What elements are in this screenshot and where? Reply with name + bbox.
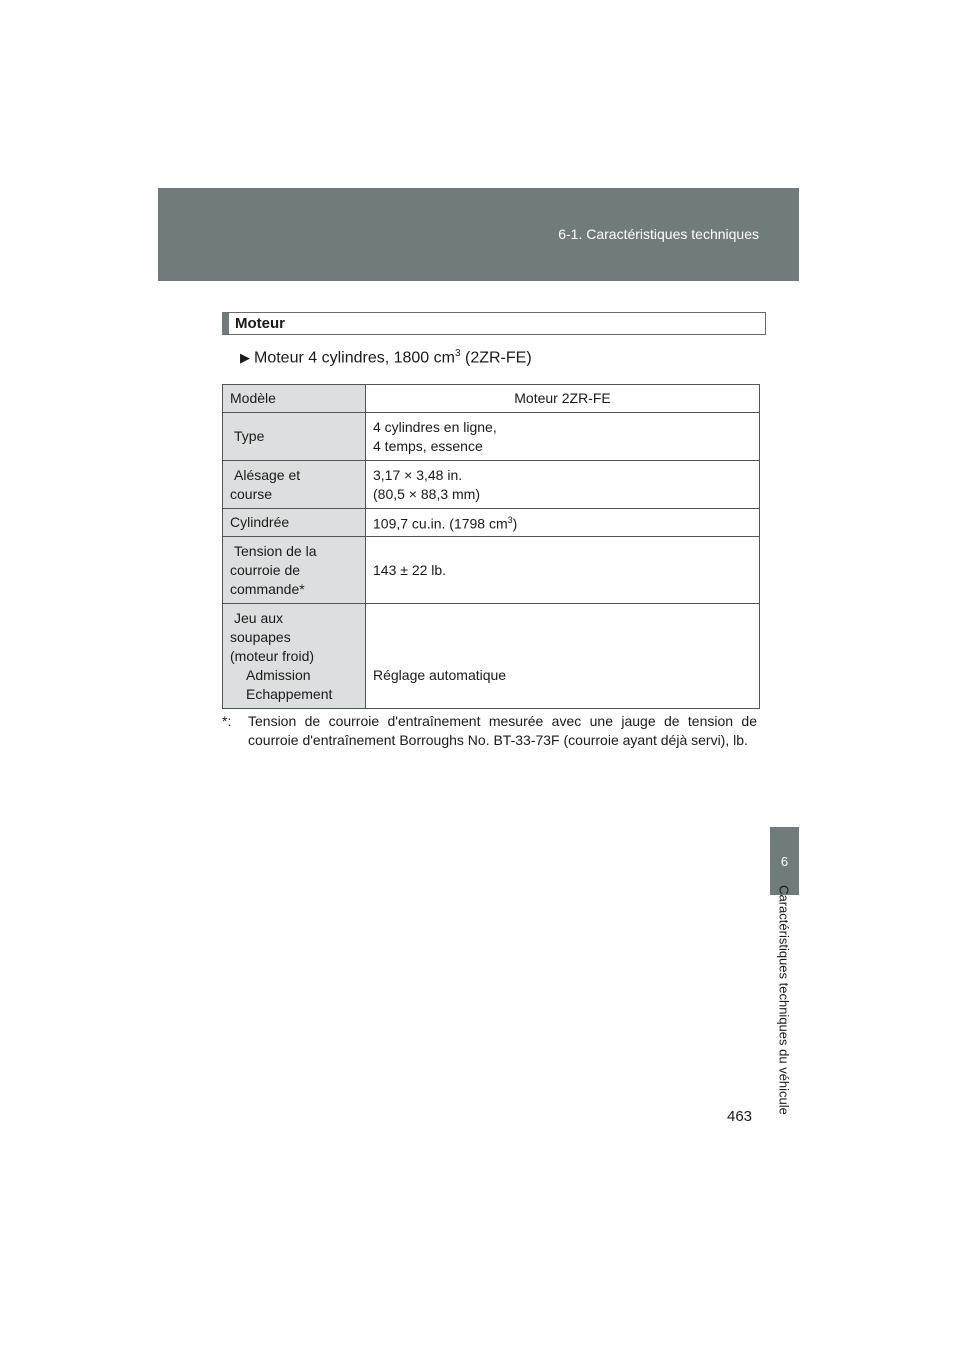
cell-belt-value: 143 ± 22 lb. <box>366 537 760 604</box>
table-row-belt-tension <box>223 537 760 604</box>
cell-displacement-value <box>366 509 760 537</box>
arrow-icon: ▶ <box>240 350 250 366</box>
cell-bore-value <box>366 461 760 509</box>
cell-bore-key <box>223 461 366 509</box>
bore-key-line-2: course <box>230 485 273 502</box>
type-value-line-2: 4 temps, essence <box>373 437 483 454</box>
belt-key-line-2: courroie de <box>230 561 301 578</box>
header-title: 6-1. Caractéristiques techniques <box>558 226 759 242</box>
cell-valve-value: Réglage automatique <box>366 604 760 709</box>
belt-key-line-3: commande* <box>230 580 305 597</box>
table-row-type <box>223 413 760 461</box>
bore-value-line-1: 3,17 × 3,48 in. <box>373 466 463 483</box>
chapter-side-label: Caractéristiques techniques du véhicule <box>776 885 792 1115</box>
valve-key-line-1: Jeu aux <box>234 609 284 626</box>
belt-key-line-1: Tension de la <box>234 542 317 559</box>
bore-value-line-2: (80,5 × 88,3 mm) <box>373 485 480 502</box>
cell-type-key <box>223 413 366 461</box>
footnote-text: Tension de courroie d'entraînement mesurée avec une jauge de tension de courroie d'entraînement Borroughs No. BT-33-73F (courroie ayant déjà servi), lb. <box>248 713 757 748</box>
subtitle-superscript: 3 <box>454 348 461 359</box>
header-band <box>158 188 799 281</box>
valve-key-line-4: Admission <box>246 666 311 683</box>
valve-key-line-3: (moteur froid) <box>230 647 315 664</box>
table-row-model <box>223 385 760 413</box>
displacement-text: 109,7 cu.in. (1798 cm <box>373 515 508 532</box>
chapter-number: 6 <box>780 853 789 869</box>
engine-spec-table <box>222 384 760 709</box>
valve-key-line-2: soupapes <box>230 628 291 645</box>
type-key-text: Type <box>234 428 265 444</box>
footnote-mark: *: <box>222 713 232 729</box>
section-heading-box <box>222 312 766 335</box>
table-row-valve-clearance <box>223 604 760 709</box>
footnote <box>222 712 757 750</box>
page-number: 463 <box>727 1108 753 1125</box>
valve-key-line-5: Echappement <box>246 685 333 702</box>
cell-valve-key <box>223 604 366 709</box>
engine-subtitle <box>240 348 532 367</box>
cell-model-value: Moteur 2ZR-FE <box>366 385 760 413</box>
table-row-bore <box>223 461 760 509</box>
displacement-close: ) <box>512 515 518 532</box>
cell-type-value <box>366 413 760 461</box>
subtitle-suffix: (2ZR-FE) <box>460 349 532 367</box>
bore-key-line-1: Alésage et <box>234 466 301 483</box>
type-value-line-1: 4 cylindres en ligne, <box>373 418 497 435</box>
displacement-superscript: 3 <box>507 515 513 526</box>
table-row-displacement <box>223 509 760 537</box>
cell-belt-key <box>223 537 366 604</box>
cell-model-key: Modèle <box>223 385 366 413</box>
subtitle-text: Moteur 4 cylindres, 1800 cm <box>254 349 455 367</box>
cell-displacement-key: Cylindrée <box>223 509 366 537</box>
section-title: Moteur <box>235 315 285 332</box>
